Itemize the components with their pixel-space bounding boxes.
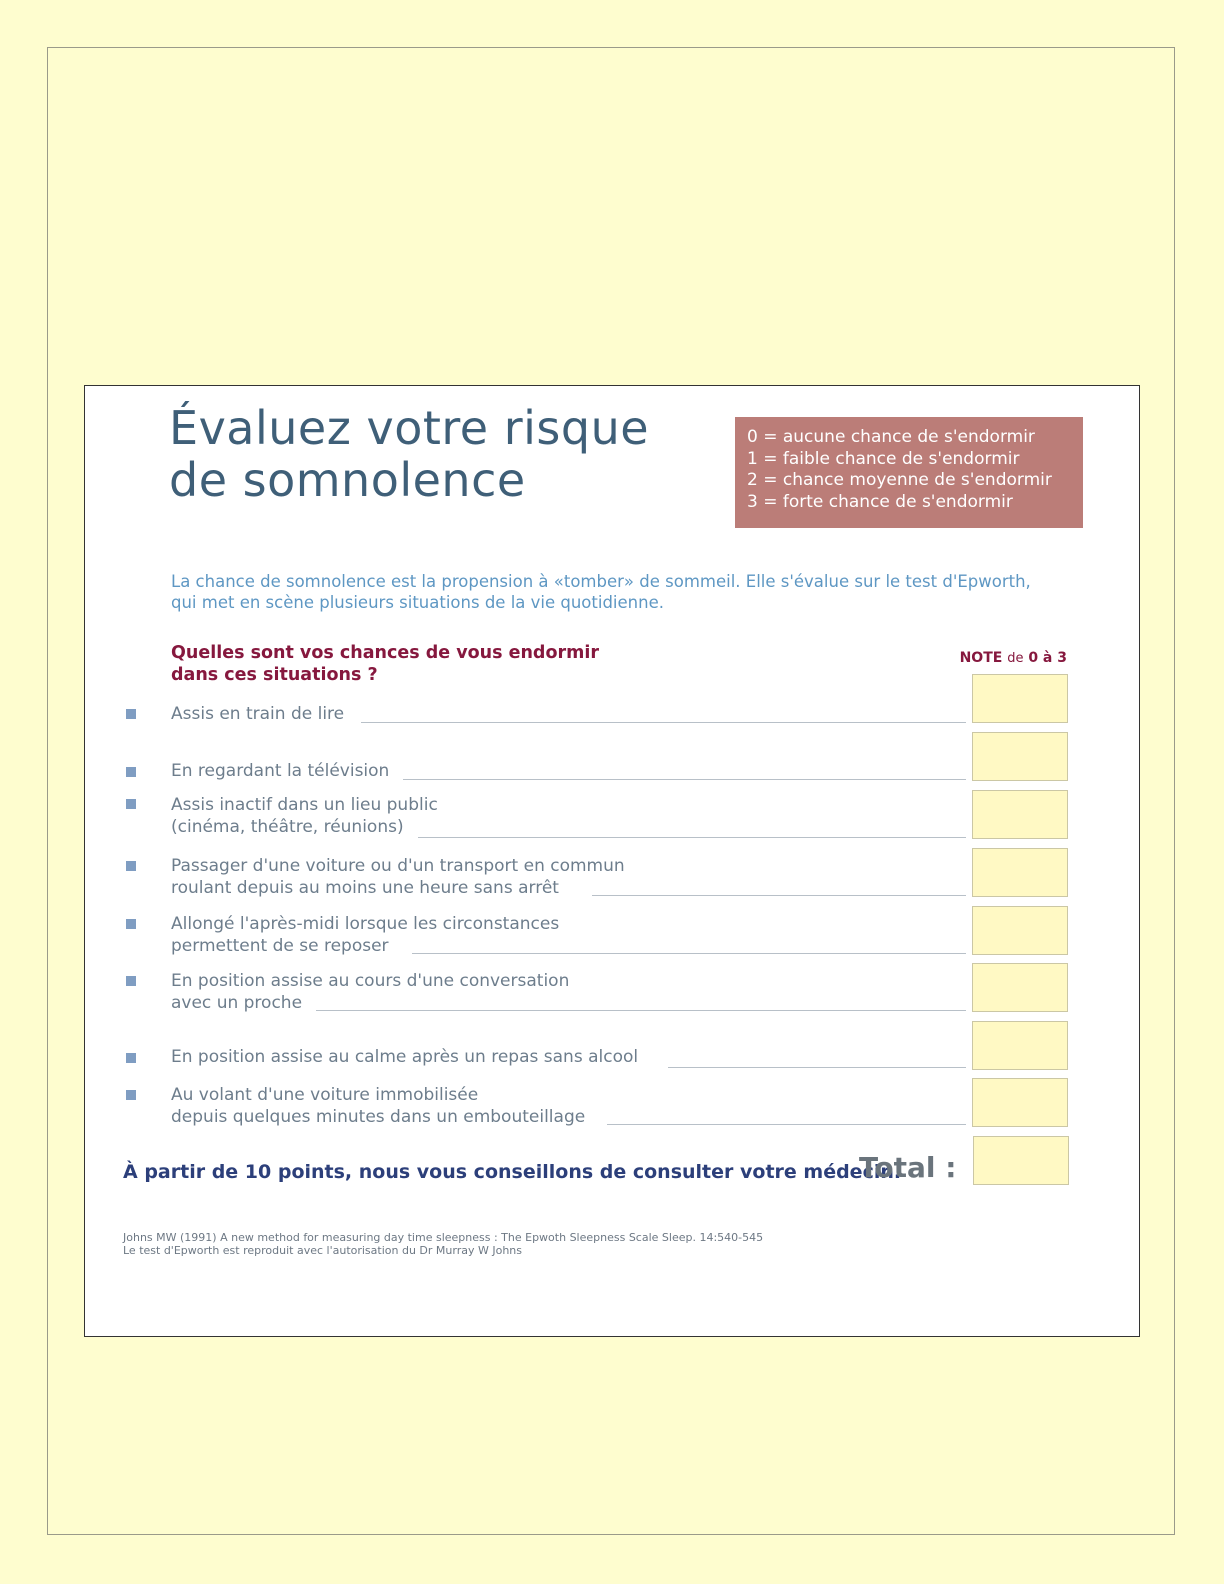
title-line-2: de somnolence: [169, 453, 526, 507]
situation-3-line-2: (cinéma, théâtre, réunions): [171, 817, 404, 837]
intro-line-1: La chance de somnolence est la propension à «tomber» de sommeil. Elle s'évalue sur le test d'Epworth,: [171, 572, 1031, 591]
note-range: 0 à 3: [1028, 650, 1067, 666]
legend-item-2: 2 = chance moyenne de s'endormir: [747, 470, 1052, 490]
score-box-1[interactable]: [972, 674, 1068, 723]
situation-item-2: [171, 760, 389, 782]
source-credits: [123, 1231, 763, 1257]
situation-8-line-1: Au volant d'une voiture immobilisée: [171, 1085, 479, 1105]
situation-item-5: [171, 913, 559, 957]
situation-2-text: En regardant la télévision: [171, 761, 390, 781]
situation-item-8: [171, 1084, 585, 1128]
answer-line: [361, 722, 966, 723]
bullet-icon: [126, 976, 136, 986]
score-box-3[interactable]: [972, 790, 1068, 839]
answer-line: [403, 779, 966, 780]
note-label: NOTE: [959, 650, 1003, 666]
title-line-1: Évaluez votre risque: [169, 401, 650, 455]
score-legend: [735, 417, 1083, 528]
question-line-1: Quelles sont vos chances de vous endormir: [171, 643, 599, 663]
situation-6-line-2: avec un proche: [171, 993, 303, 1013]
situation-4-line-1: Passager d'une voiture ou d'un transport en commun: [171, 856, 625, 876]
answer-line: [316, 1010, 966, 1011]
answer-line: [668, 1067, 966, 1068]
score-box-4[interactable]: [972, 848, 1068, 897]
bullet-icon: [126, 919, 136, 929]
total-box[interactable]: [973, 1136, 1069, 1185]
credits-line-2: Le test d'Epworth est reproduit avec l'autorisation du Dr Murray W Johns: [123, 1244, 522, 1257]
bullet-icon: [126, 1053, 136, 1063]
intro-paragraph: [171, 571, 1031, 613]
legend-item-1: 1 = faible chance de s'endormir: [747, 448, 1020, 469]
consult-advice: À partir de 10 points, nous vous conseillons de consulter votre médecin.: [123, 1161, 902, 1183]
note-column-header: [960, 650, 1067, 666]
situation-3-line-1: Assis inactif dans un lieu public: [171, 795, 438, 815]
question-line-2: dans ces situations ?: [171, 665, 378, 685]
answer-line: [592, 895, 966, 896]
situation-item-1: [171, 703, 344, 725]
credits-line-1: Johns MW (1991) A new method for measuring day time sleepness : The Epwoth Sleepness Scale Sleep. 14:540-545: [123, 1231, 764, 1244]
score-box-6[interactable]: [972, 963, 1068, 1012]
situation-5-line-1: Allongé l'après-midi lorsque les circonstances: [171, 914, 560, 934]
situation-item-6: [171, 970, 569, 1014]
situation-6-line-1: En position assise au cours d'une conversation: [171, 971, 570, 991]
situation-5-line-2: permettent de se reposer: [171, 936, 389, 956]
question-heading: [171, 642, 599, 686]
intro-line-2: qui met en scène plusieurs situations de la vie quotidienne.: [171, 593, 664, 612]
situation-4-line-2: roulant depuis au moins une heure sans arrêt: [171, 878, 559, 898]
situation-8-line-2: depuis quelques minutes dans un embouteillage: [171, 1107, 586, 1127]
answer-line: [412, 953, 966, 954]
bullet-icon: [126, 861, 136, 871]
situation-item-3: [171, 794, 438, 838]
legend-item-0: 0 = aucune chance de s'endormir: [747, 427, 1035, 447]
situation-1-text: Assis en train de lire: [171, 704, 345, 724]
situation-7-text: En position assise au calme après un repas sans alcool: [171, 1047, 639, 1067]
score-box-8[interactable]: [972, 1078, 1068, 1127]
score-box-7[interactable]: [972, 1021, 1068, 1070]
bullet-icon: [126, 1090, 136, 1100]
total-label: Total :: [859, 1151, 957, 1184]
page-title: [169, 402, 649, 506]
questionnaire-card: [84, 385, 1140, 1337]
answer-line: [418, 837, 966, 838]
bullet-icon: [126, 709, 136, 719]
situation-item-4: [171, 855, 625, 899]
note-de: de: [1007, 651, 1024, 666]
bullet-icon: [126, 767, 136, 777]
answer-line: [607, 1124, 966, 1125]
bullet-icon: [126, 799, 136, 809]
score-box-2[interactable]: [972, 732, 1068, 781]
legend-item-3: 3 = forte chance de s'endormir: [747, 491, 1013, 512]
situation-item-7: [171, 1046, 638, 1068]
score-box-5[interactable]: [972, 906, 1068, 955]
